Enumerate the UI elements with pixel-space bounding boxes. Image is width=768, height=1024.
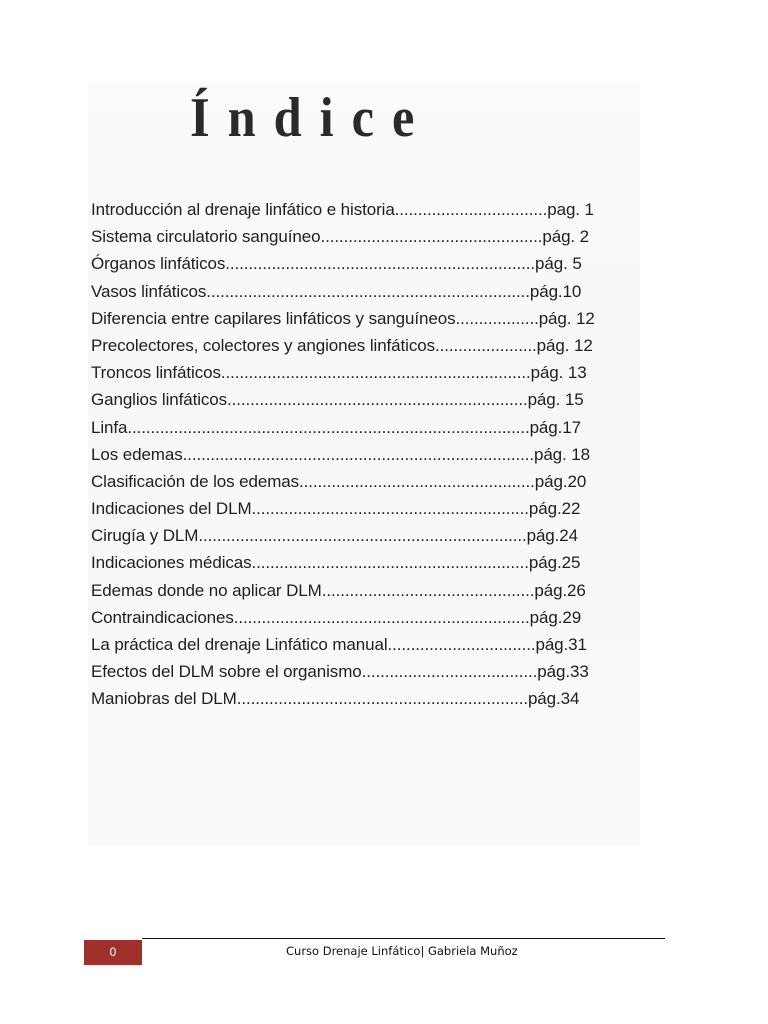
toc-entry: Linfa.......................................................................................pág.17: [91, 417, 581, 437]
toc-entry: Indicaciones del DLM............................................................pág.22: [91, 499, 581, 519]
toc-entry: La práctica del drenaje Linfático manual................................pág.31: [91, 635, 587, 654]
toc-entry: Cirugía y DLM.......................................................................pág.24: [91, 526, 578, 546]
toc-entry: Clasificación de los edemas...................................................pág.20: [91, 471, 587, 491]
toc-entry: Los edemas............................................................................pág. 18: [91, 444, 590, 464]
footer-text: Curso Drenaje Linfático| Gabriela Muñoz: [286, 944, 518, 958]
table-of-contents: [91, 196, 631, 713]
footer-page-number: 0: [84, 940, 142, 965]
toc-entry: Introducción al drenaje linfático e historia.................................pag. 1: [91, 200, 594, 219]
page-title: Índice: [190, 87, 433, 149]
toc-entry: Maniobras del DLM...............................................................pág.34: [91, 689, 580, 709]
toc-entry: Troncos linfáticos...................................................................pág. 13: [91, 363, 587, 383]
toc-entry: Sistema circulatorio sanguíneo................................................pág. 2: [91, 227, 590, 247]
toc-entry: Edemas donde no aplicar DLM..............................................pág.26: [91, 580, 586, 600]
footer-divider: [142, 938, 665, 939]
toc-entry: Vasos linfáticos......................................................................pág.10: [91, 281, 582, 301]
toc-entry: Precolectores, colectores y angiones linfáticos......................pág. 12: [91, 335, 593, 355]
toc-entry: Indicaciones médicas............................................................pág.25: [91, 553, 581, 573]
toc-entry: Efectos del DLM sobre el organismo......................................pág.33: [91, 662, 589, 682]
toc-entry: Órganos linfáticos...................................................................pág. 5: [91, 254, 582, 274]
toc-entry: Ganglios linfáticos.................................................................pág. 15: [91, 390, 584, 410]
toc-entry: Diferencia entre capilares linfáticos y sanguíneos..................pág. 12: [91, 308, 595, 328]
toc-entry: Contraindicaciones................................................................pág.29: [91, 607, 582, 627]
